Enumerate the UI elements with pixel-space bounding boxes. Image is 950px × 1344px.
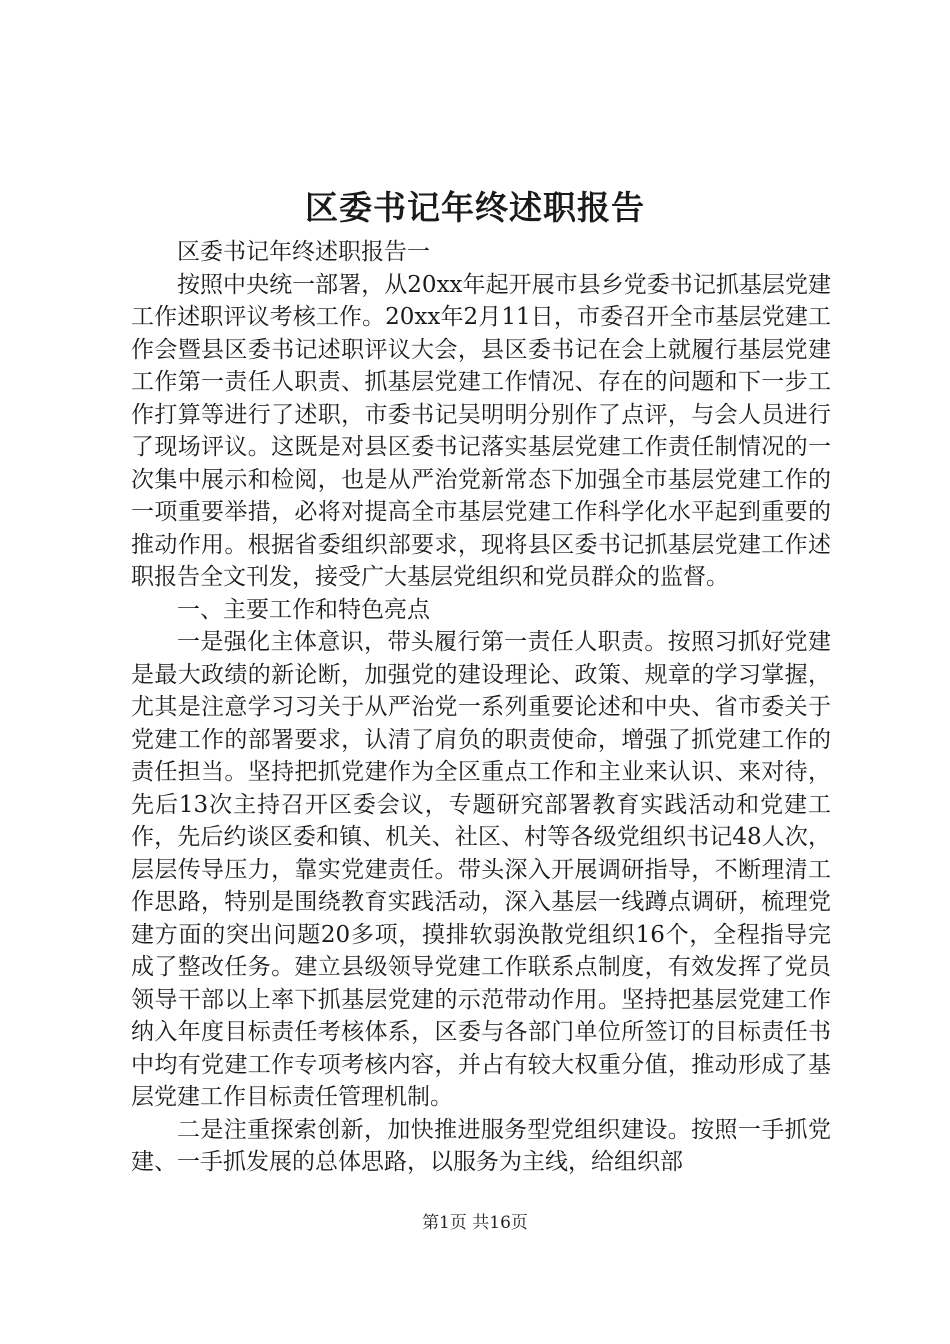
- intro-paragraph: 按照中央统一部署，从20xx年起开展市县乡党委书记抓基层党建工作述职评议考核工作。20xx年2月11日，市委召开全市基层党建工作会暨县区委书记述职评议大会，县区委书记在会上就履行基层党建工作第一责任人职责、抓基层党建工作情况、存在的问题和下一步工作打算等进行了述职，市委书记吴明明分别作了点评，与会人员进行了现场评议。这既是对县区委书记落实基层党建工作责任制情况的一次集中展示和检阅，也是从严治党新常态下加强全市基层党建工作的一项重要举措，必将对提高全市基层党建工作科学化水平起到重要的推动作用。根据省委组织部要求，现将县区委书记抓基层党建工作述职报告全文刊发，接受广大基层党组织和党员群众的监督。: [131, 271, 831, 590]
- body-paragraph: 一是强化主体意识，带头履行第一责任人职责。按照习抓好党建是最大政绩的新论断，加强党的建设理论、政策、规章的学习掌握，尤其是注意学习习关于从严治党一系列重要论述和中央、省市委关于党建工作的部署要求，认清了肩负的职责使命，增强了抓党建工作的责任担当。坚持把抓党建作为全区重点工作和主业来认识、来对待，先后13次主持召开区委会议，专题研究部署教育实践活动和党建工作，先后约谈区委和镇、机关、社区、村等各级党组织书记48人次，层层传导压力，靠实党建责任。带头深入开展调研指导，不断理清工作思路，特别是围绕教育实践活动，深入基层一线蹲点调研，梳理党建方面的突出问题20多项，摸排软弱涣散党组织16个，全程指导完成了整改任务。建立县级领导党建工作联系点制度，有效发挥了党员领导干部以上率下抓基层党建的示范带动作用。坚持把基层党建工作纳入年度目标责任考核体系，区委与各部门单位所签订的目标责任书中均有党建工作专项考核内容，并占有较大权重分值，推动形成了基层党建工作目标责任管理机制。: [131, 629, 831, 1110]
- document-body: [131, 236, 831, 1179]
- body-paragraph: 二是注重探索创新，加快推进服务型党组织建设。按照一手抓党建、一手抓发展的总体思路，以服务为主线，给组织部: [131, 1116, 831, 1175]
- section-heading: 一、主要工作和特色亮点: [177, 596, 430, 623]
- page-footer: 第1页 共16页: [422, 1213, 528, 1233]
- document-title: 区委书记年终述职报告: [305, 188, 645, 227]
- subtitle-paragraph: 区委书记年终述职报告一: [177, 239, 430, 265]
